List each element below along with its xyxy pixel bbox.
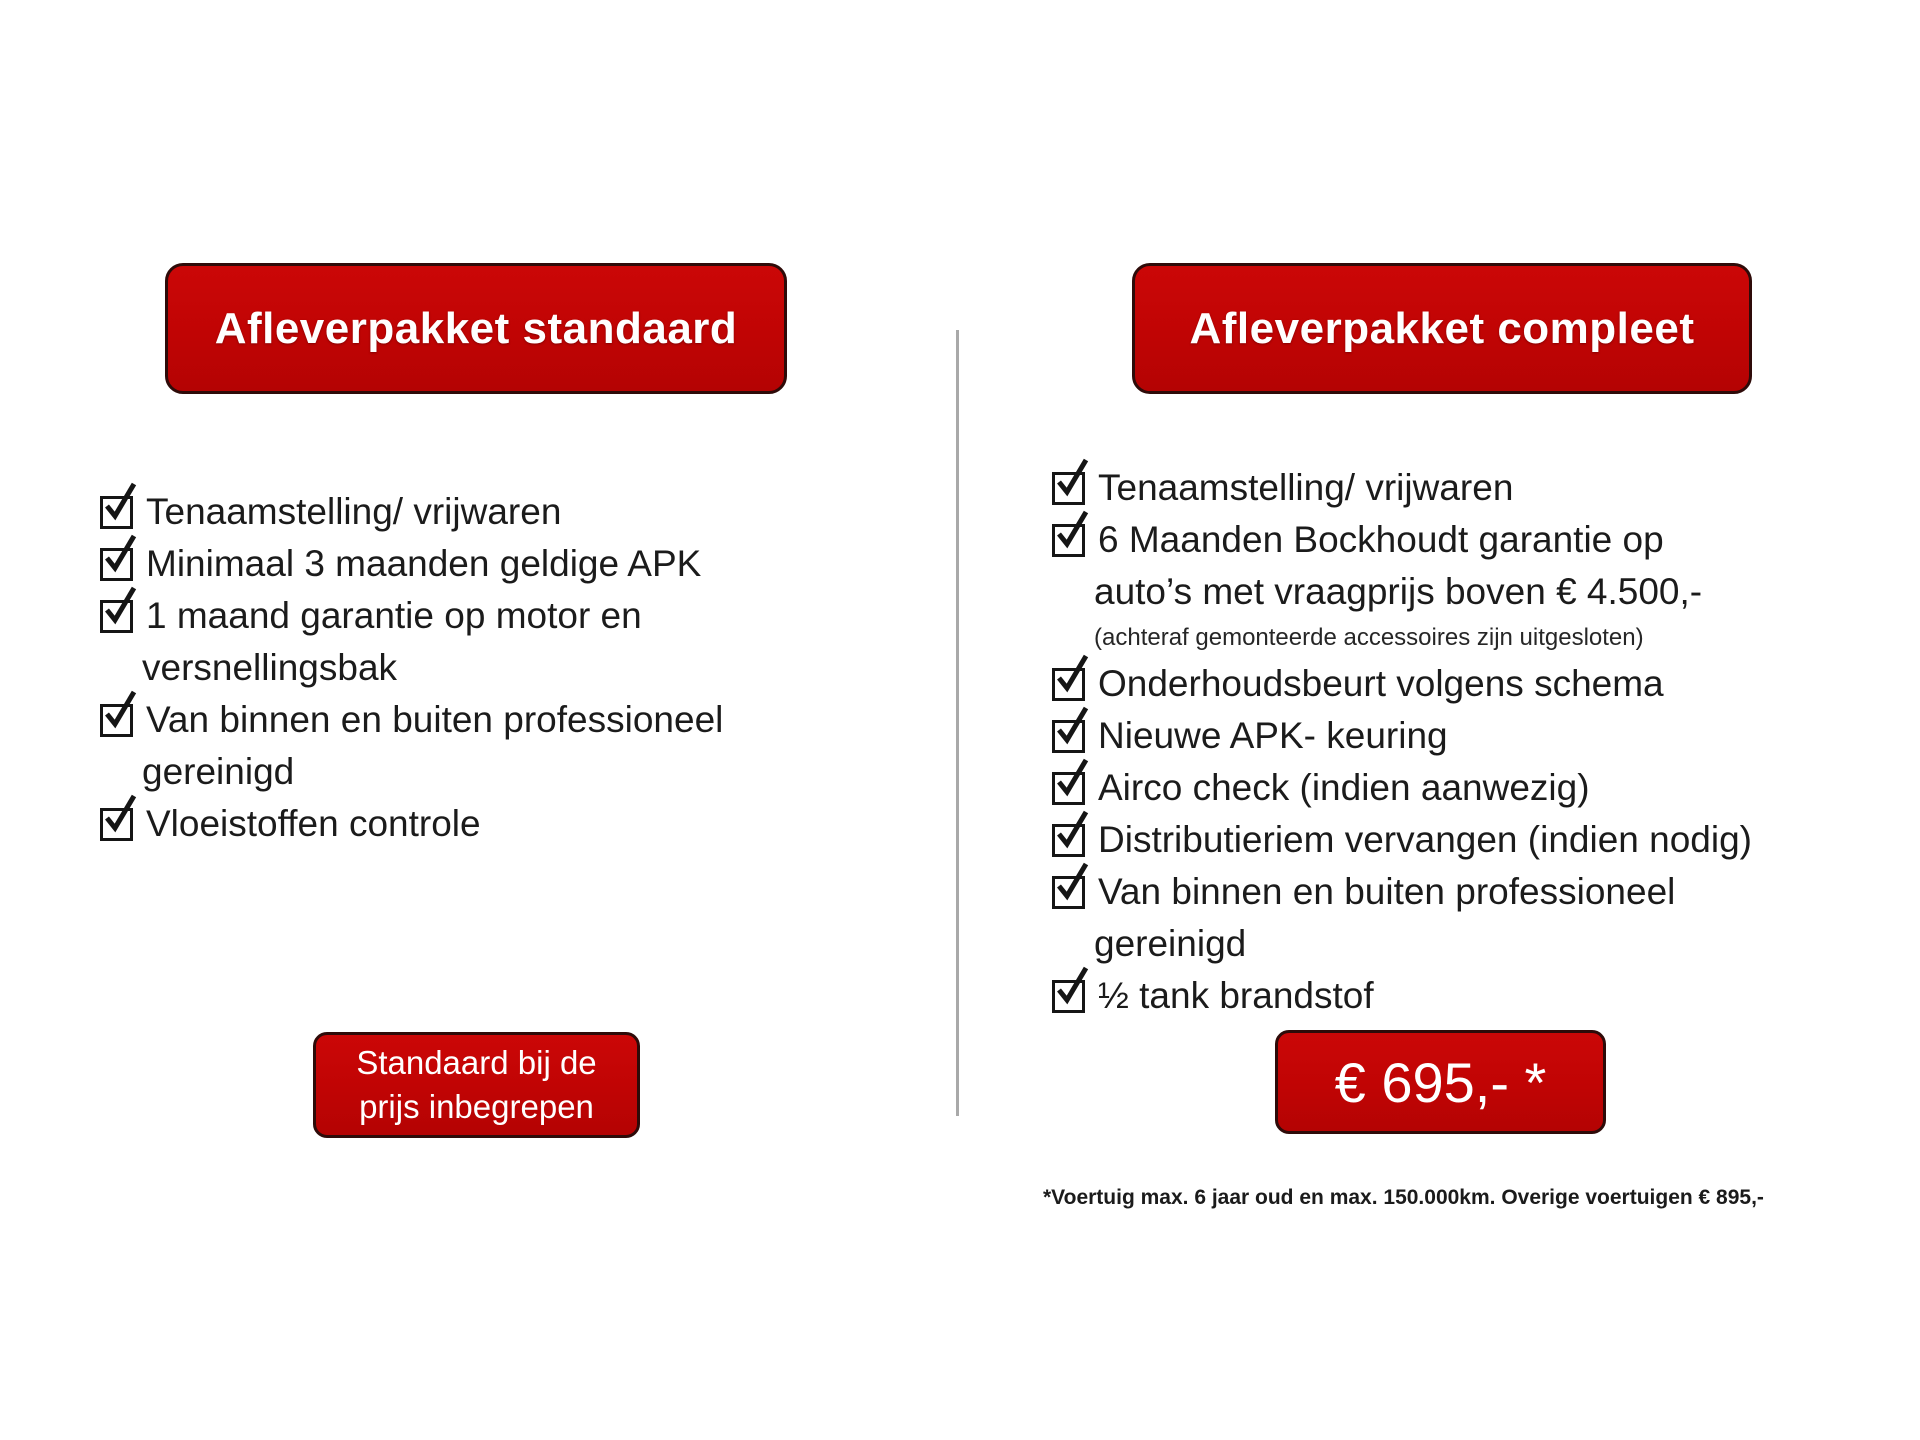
checklist-item-text: 6 Maanden Bockhoudt garantie op	[1098, 519, 1664, 560]
checklist-item-text: versnellingsbak	[142, 647, 398, 688]
checklist-item-text: Airco check (indien aanwezig)	[1098, 767, 1590, 808]
badge-line: prijs inbegrepen	[359, 1088, 594, 1125]
checklist-item-text: gereinigd	[1094, 923, 1247, 964]
checklist-item	[1052, 866, 1882, 918]
checklist-item-text: Onderhoudsbeurt volgens schema	[1098, 663, 1664, 704]
checklist-item	[1052, 710, 1882, 762]
checklist-item-continuation	[1052, 566, 1882, 618]
package-title-standard-label: Afleverpakket standaard	[214, 303, 738, 353]
checked-checkbox-icon	[1052, 824, 1085, 857]
compleet-checklist	[1052, 462, 1882, 1022]
checklist-item-note	[1052, 618, 1882, 658]
badge-line: Standaard bij de	[356, 1044, 597, 1081]
checked-checkbox-icon	[100, 600, 133, 633]
checked-checkbox-icon	[100, 548, 133, 581]
checklist-note-text: (achteraf gemonteerde accessoires zijn uitgesloten)	[1094, 624, 1644, 651]
checklist-item-text: 1 maand garantie op motor en	[146, 595, 642, 636]
checked-checkbox-icon	[100, 496, 133, 529]
checklist-item	[100, 694, 820, 746]
price-label: € 695,- *	[1334, 1050, 1547, 1114]
checklist-item	[1052, 970, 1882, 1022]
checklist-item	[100, 590, 820, 642]
checked-checkbox-icon	[1052, 524, 1085, 557]
checked-checkbox-icon	[1052, 668, 1085, 701]
checklist-item-text: Van binnen en buiten professioneel	[146, 699, 724, 740]
checklist-item	[100, 486, 820, 538]
checklist-item	[1052, 462, 1882, 514]
checklist-item	[100, 798, 820, 850]
checklist-item	[1052, 514, 1882, 566]
checked-checkbox-icon	[100, 808, 133, 841]
checklist-item-text: Tenaamstelling/ vrijwaren	[1098, 467, 1514, 508]
checklist-item-text: Distributieriem vervangen (indien nodig)	[1098, 819, 1752, 860]
checked-checkbox-icon	[1052, 876, 1085, 909]
price-badge	[1275, 1030, 1606, 1134]
checklist-item-text: Minimaal 3 maanden geldige APK	[146, 543, 702, 584]
price-footnote: *Voertuig max. 6 jaar oud en max. 150.000km. Overige voertuigen € 895,-	[1043, 1186, 1764, 1209]
checklist-item	[1052, 762, 1882, 814]
checklist-item-text: ½ tank brandstof	[1098, 975, 1374, 1016]
checklist-item-continuation	[100, 746, 820, 798]
package-title-standard	[165, 263, 787, 394]
checklist-item	[1052, 658, 1882, 710]
checklist-item-text: Vloeistoffen controle	[146, 803, 481, 844]
checked-checkbox-icon	[1052, 720, 1085, 753]
checklist-item	[100, 538, 820, 590]
checklist-item-text: Van binnen en buiten professioneel	[1098, 871, 1676, 912]
checklist-item-continuation	[100, 642, 820, 694]
checked-checkbox-icon	[1052, 772, 1085, 805]
checklist-item	[1052, 814, 1882, 866]
checked-checkbox-icon	[1052, 472, 1085, 505]
column-divider	[956, 330, 959, 1116]
checklist-item-text: Nieuwe APK- keuring	[1098, 715, 1448, 756]
checklist-item-text: auto’s met vraagprijs boven € 4.500,-	[1094, 571, 1703, 612]
package-title-compleet	[1132, 263, 1752, 394]
included-in-price-badge	[313, 1032, 640, 1138]
checked-checkbox-icon	[100, 704, 133, 737]
checklist-item-text: Tenaamstelling/ vrijwaren	[146, 491, 562, 532]
standard-checklist	[100, 486, 820, 850]
checked-checkbox-icon	[1052, 980, 1085, 1013]
package-title-compleet-label: Afleverpakket compleet	[1189, 303, 1695, 353]
checklist-item-continuation	[1052, 918, 1882, 970]
checklist-item-text: gereinigd	[142, 751, 295, 792]
